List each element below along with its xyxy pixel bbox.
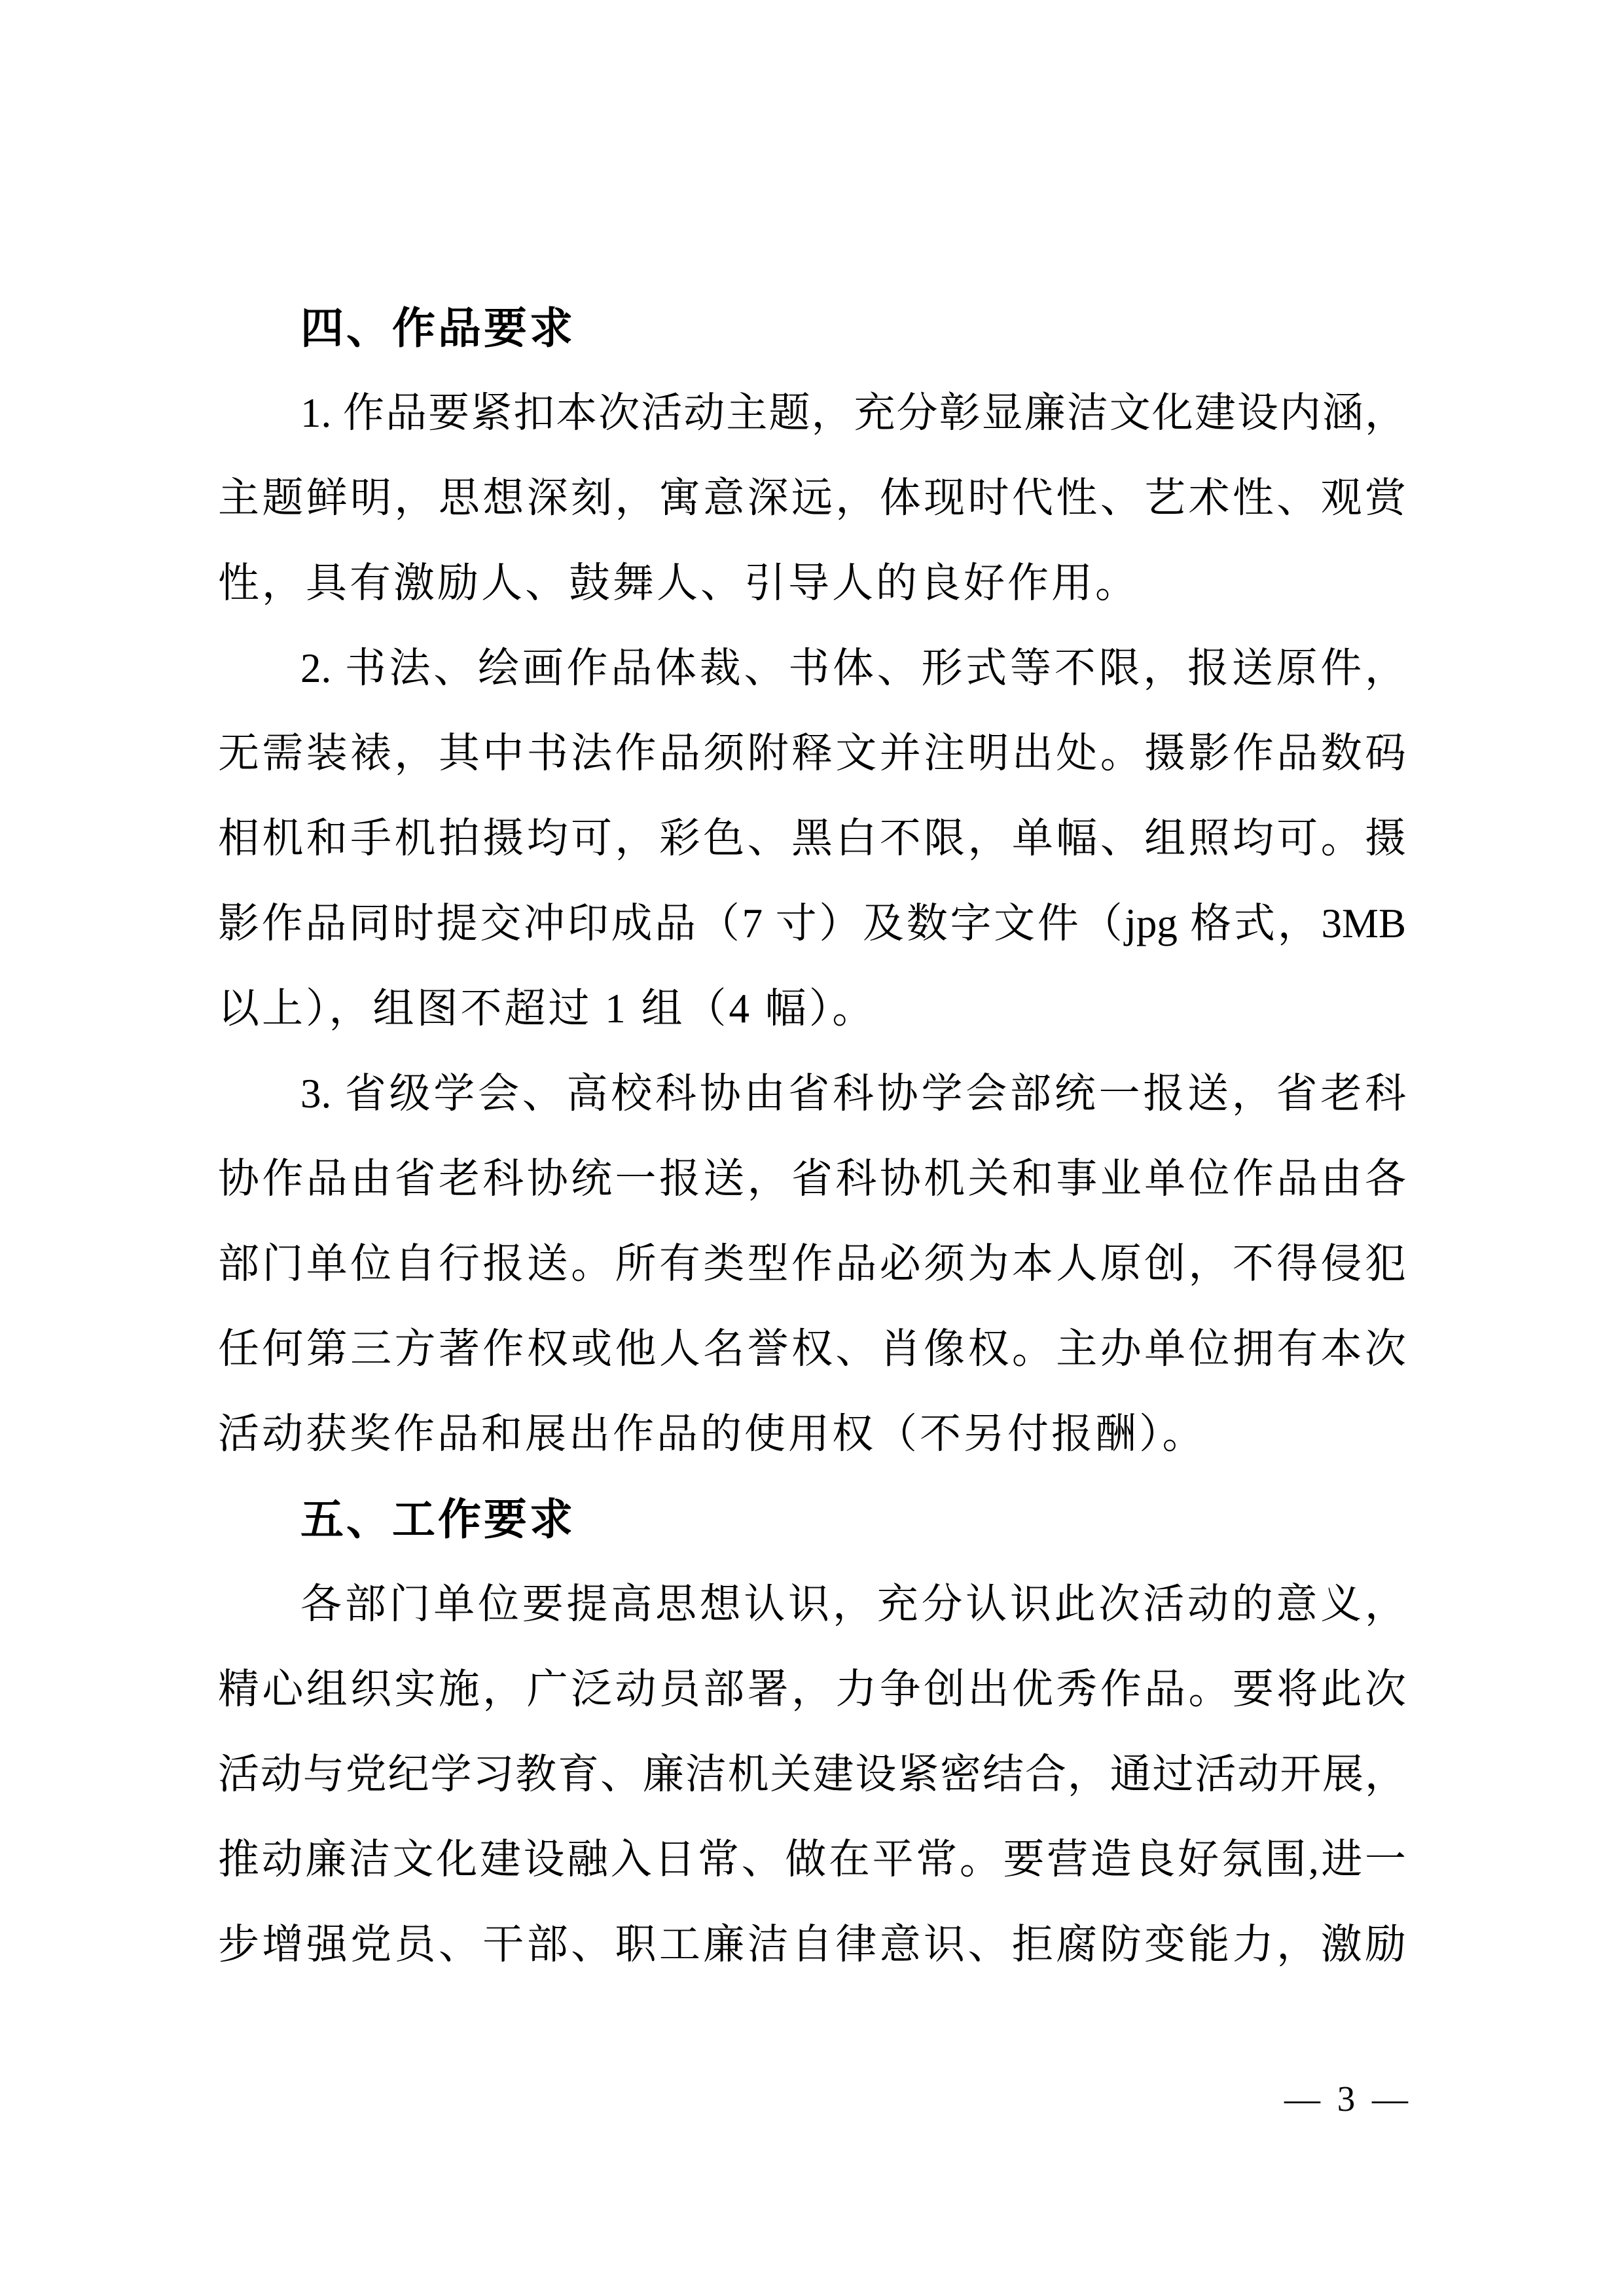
text-line: 步增强党员、干部、职工廉洁自律意识、拒腐防变能力，激励 (218, 1922, 1406, 1967)
section-heading: 五、工作要求 (300, 1495, 575, 1543)
text-line: 性，具有激励人、鼓舞人、引导人的良好作用。 (218, 560, 1139, 606)
text-line: 活动获奖作品和展出作品的使用权（不另付报酬）。 (218, 1411, 1206, 1457)
text-line: 影作品同时提交冲印成品（7 寸）及数字文件（jpg 格式，3MB (218, 901, 1406, 946)
text-line: 协作品由省老科协统一报送，省科协机关和事业单位作品由各 (218, 1156, 1406, 1202)
text-line: 无需装裱，其中书法作品须附释文并注明出处。摄影作品数码 (218, 730, 1406, 776)
section-heading: 四、作品要求 (300, 304, 575, 352)
text-line: 各部门单位要提高思想认识，充分认识此次活动的意义， (300, 1581, 1406, 1627)
text-line: 主题鲜明，思想深刻，寓意深远，体现时代性、艺术性、观赏 (218, 475, 1406, 521)
text-line: 3. 省级学会、高校科协由省科协学会部统一报送，省老科 (300, 1071, 1406, 1117)
document-body (218, 285, 1406, 1987)
text-line: 以上），组图不超过 1 组（4 幅）。 (218, 986, 876, 1031)
text-line: 部门单位自行报送。所有类型作品必须为本人原创，不得侵犯 (218, 1241, 1406, 1287)
text-line: 任何第三方著作权或他人名誉权、肖像权。主办单位拥有本次 (218, 1326, 1406, 1372)
text-line: 推动廉洁文化建设融入日常、做在平常。要营造良好氛围,进一 (218, 1837, 1406, 1882)
text-line: 1. 作品要紧扣本次活动主题，充分彰显廉洁文化建设内涵， (300, 390, 1406, 436)
text-line: 2. 书法、绘画作品体裁、书体、形式等不限，报送原件， (300, 645, 1406, 691)
text-line: 活动与党纪学习教育、廉洁机关建设紧密结合，通过活动开展， (218, 1751, 1406, 1797)
text-line: 精心组织实施，广泛动员部署，力争创出优秀作品。要将此次 (218, 1666, 1406, 1712)
text-line: 相机和手机拍摄均可，彩色、黑白不限，单幅、组照均可。摄 (218, 816, 1406, 861)
page-number: — 3 — (1284, 2079, 1412, 2119)
